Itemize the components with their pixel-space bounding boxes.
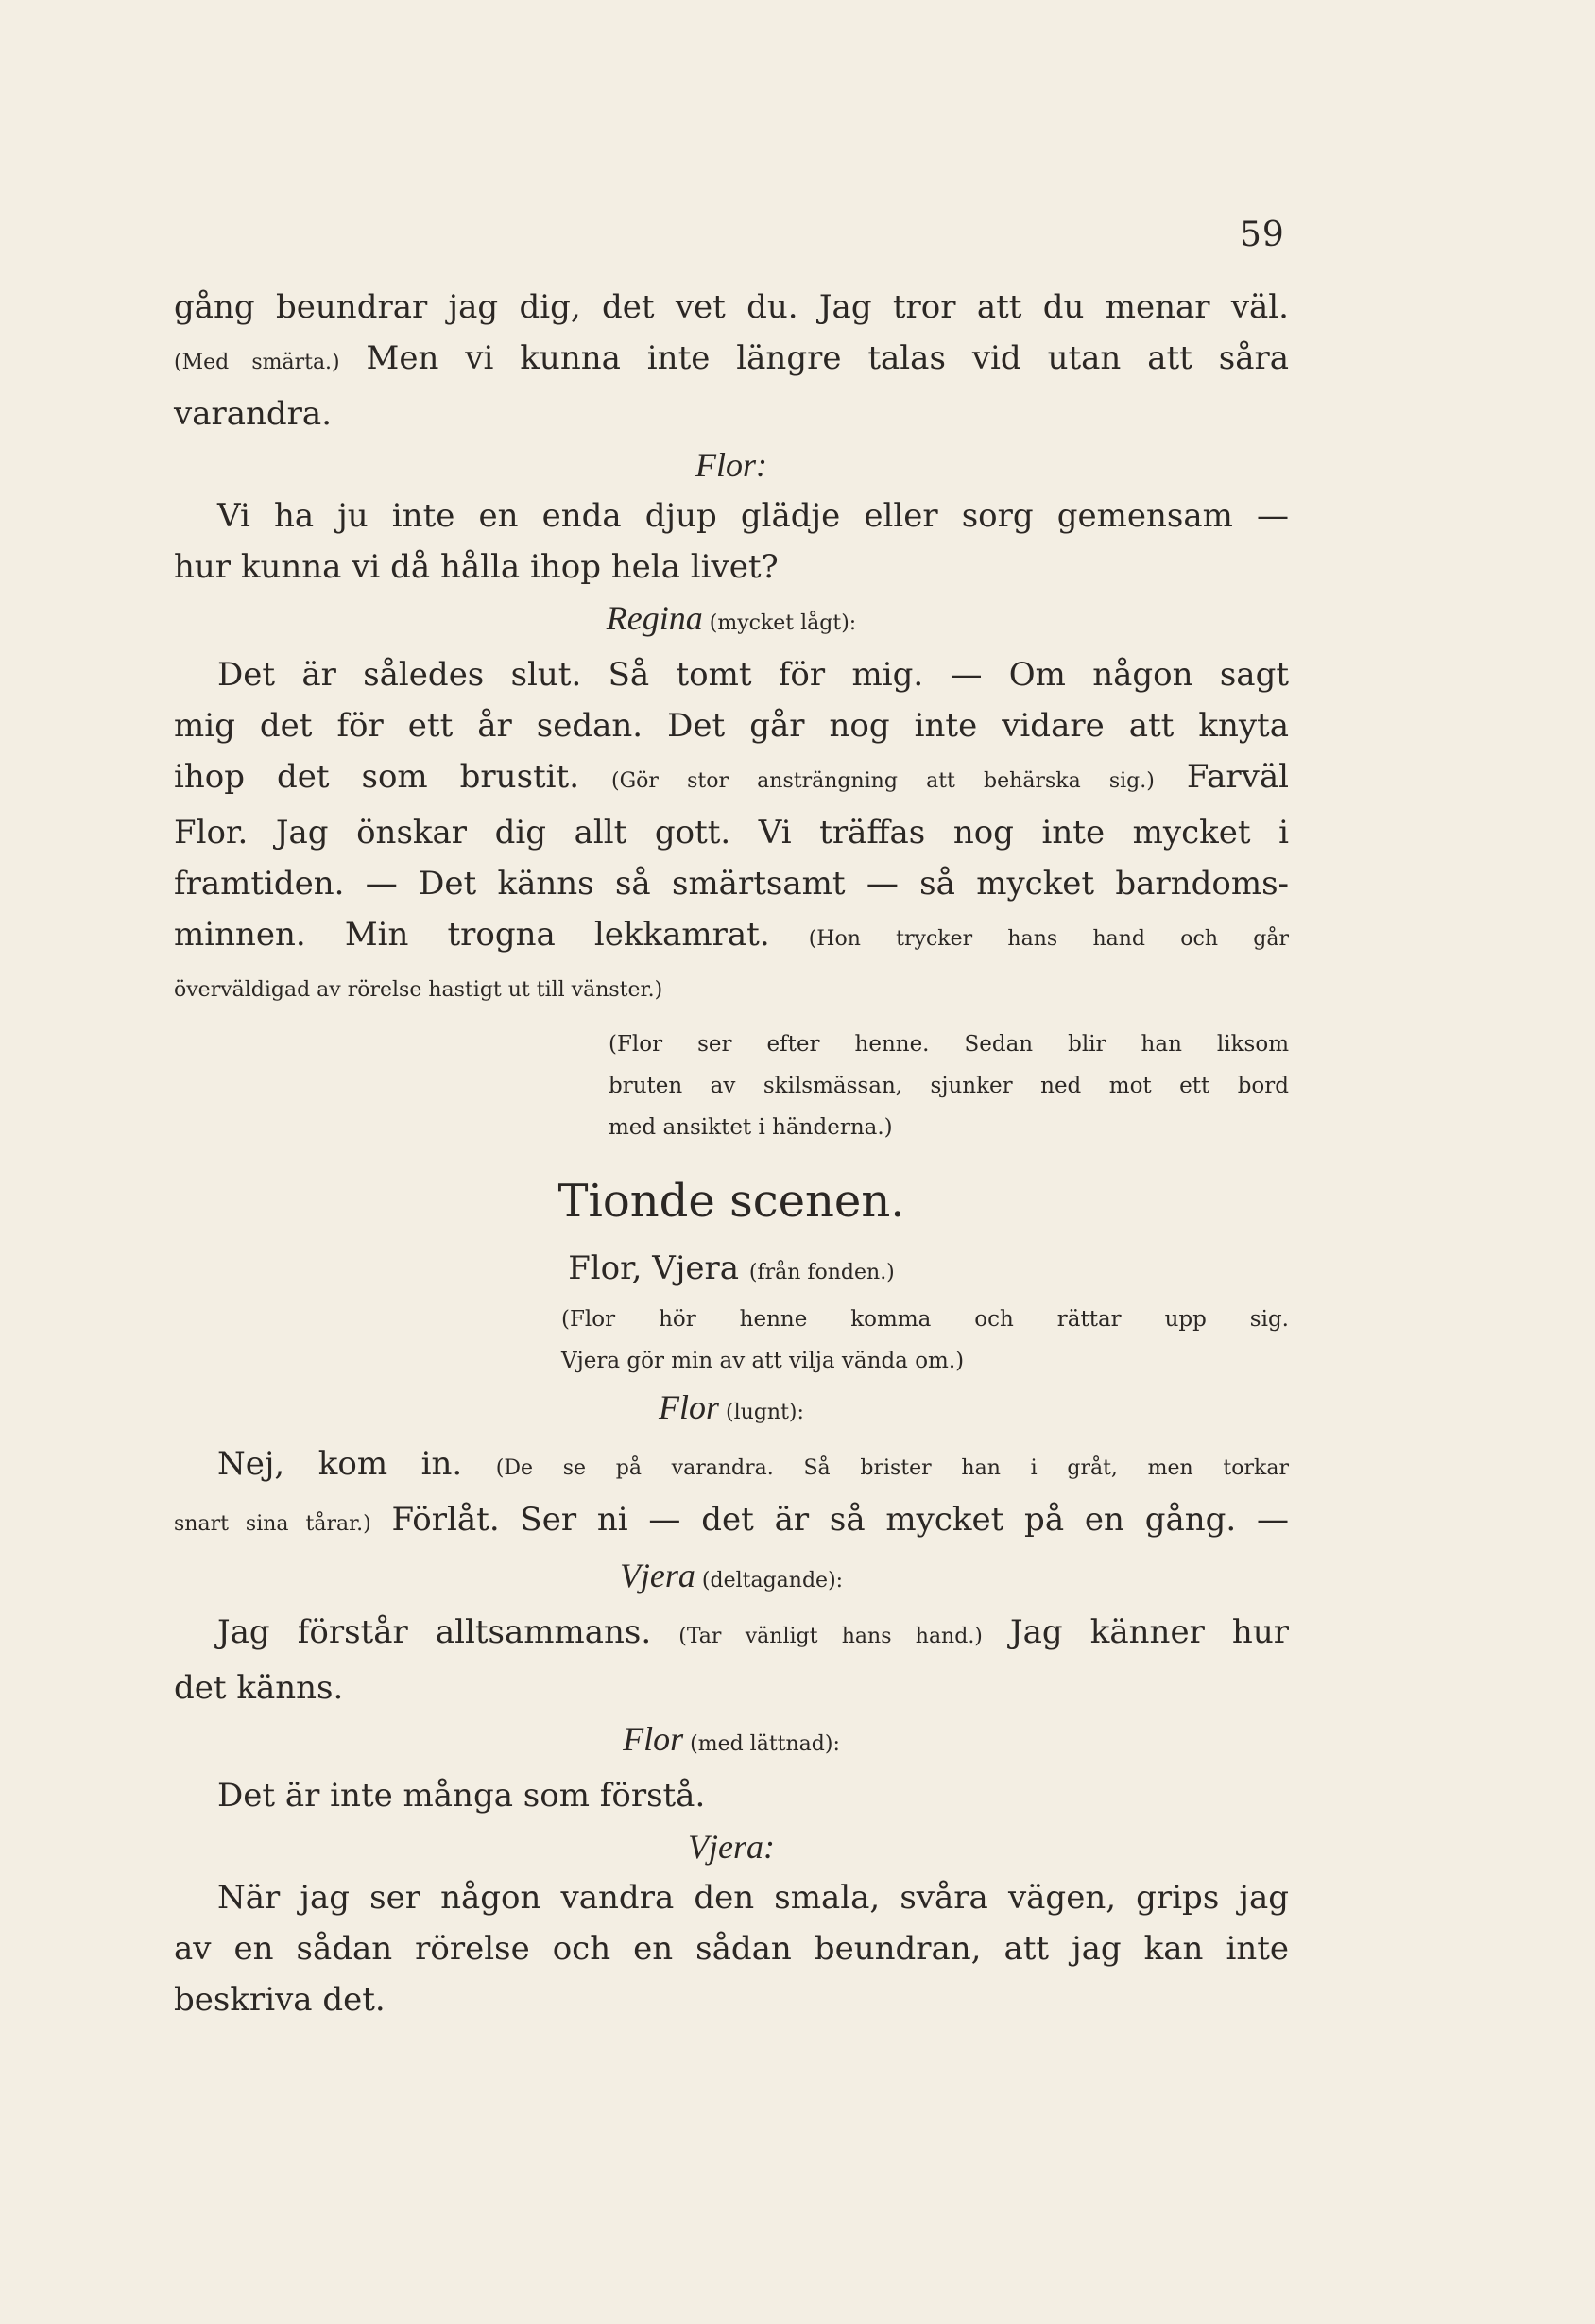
stage-direction: (Tar vänligt hans hand.) [678,1625,983,1648]
speaker-line [174,1382,1289,1438]
text-run: ihop det som brustit. [174,758,612,796]
speaker-line [174,1713,1289,1770]
text-line: av en sådan rörelse och en sådan beundran, att jag kan inte [174,1930,1289,1968]
speaker-line [174,593,1289,649]
stage-direction: (Flor ser efter henne. Sedan blir han liksom [609,1032,1289,1057]
text-line [174,1438,1289,1494]
text-line: Vi ha ju inte en enda djup glädje eller sorg gemensam — [217,497,1289,535]
text-line [174,333,1289,388]
text-line: hur kunna vi då hålla ihop hela livet? [174,548,779,586]
text-line [174,751,1289,807]
scene-heading: Tionde scenen. [557,1175,905,1228]
speaker-regina: Regina [606,599,703,637]
stage-direction-block [609,1024,1289,1148]
stage-direction: (Flor hör henne komma och rättar upp sig. [561,1307,1289,1332]
stage-direction: (De se på varandra. Så brister han i gråt, men torkar [495,1456,1289,1480]
text-run: Men vi kunna inte längre talas vid utan att såra [339,339,1289,377]
speaker-vjera: Vjera: [688,1828,775,1866]
stage-direction: (Med smärta.) [174,351,340,374]
text-line: Det är således slut. Så tomt för mig. — Om någon sagt [217,656,1289,694]
stage-direction: (lugnt): [719,1401,804,1424]
stage-direction-block [561,1299,1289,1382]
stage-direction: (från fonden.) [748,1261,895,1284]
speaker-line [174,1550,1289,1607]
stage-direction: (mycket lågt): [702,611,857,635]
speaker-flor: Flor [659,1388,720,1426]
stage-direction: överväldigad av rörelse hastigt ut till vänster.) [174,978,663,1002]
text-line: varandra. [174,395,332,433]
text-line: gång beundrar jag dig, det vet du. Jag tror att du menar väl. [174,288,1289,326]
stage-direction: Vjera gör min av att vilja vända om.) [561,1349,965,1373]
text-line: det känns. [174,1669,344,1707]
text-line: Det är inte många som förstå. [217,1777,706,1815]
text-line: beskriva det. [174,1981,386,2019]
speaker-flor: Flor: [695,446,767,484]
text-run: Jag förstår alltsammans. [217,1613,679,1651]
text-line: framtiden. — Det känns så smärtsamt — så mycket barndoms- [174,865,1289,903]
text-line [174,1607,1289,1662]
text-run: minnen. Min trogna lekkamrat. [174,916,809,954]
stage-direction: (Hon trycker hans hand och går [808,927,1289,951]
stage-direction: med ansiktet i händerna.) [609,1115,893,1140]
speaker-vjera: Vjera [619,1557,695,1594]
speaker-flor: Flor [623,1720,684,1758]
text-line: mig det för ett år sedan. Det går nog inte vidare att knyta [174,707,1289,745]
text-run: Nej, kom in. [217,1445,496,1483]
text-run: Förlåt. Ser ni — det är så mycket på en gång. — [370,1501,1289,1539]
stage-direction: (med lättnad): [683,1732,840,1756]
stage-direction: (Gör stor ansträngning att behärska sig.) [611,769,1155,793]
text-line: Flor. Jag önskar dig allt gott. Vi träffas nog inte mycket i [174,814,1289,852]
text-line [174,1494,1289,1550]
stage-direction: (deltagande): [695,1569,844,1592]
page-body [174,282,1289,2025]
page-number: 59 [1240,215,1285,254]
stage-direction: bruten av skilsmässan, sjunker ned mot ett bord [609,1074,1289,1098]
text-run: Farväl [1154,758,1289,796]
cast-names: Flor, Vjera [568,1249,749,1287]
stage-direction: snart sina tårar.) [174,1512,371,1536]
cast-line [174,1243,1289,1299]
text-line [174,909,1289,965]
text-line: När jag ser någon vandra den smala, svåra vägen, grips jag [217,1879,1289,1917]
text-run: Jag känner hur [982,1613,1289,1651]
